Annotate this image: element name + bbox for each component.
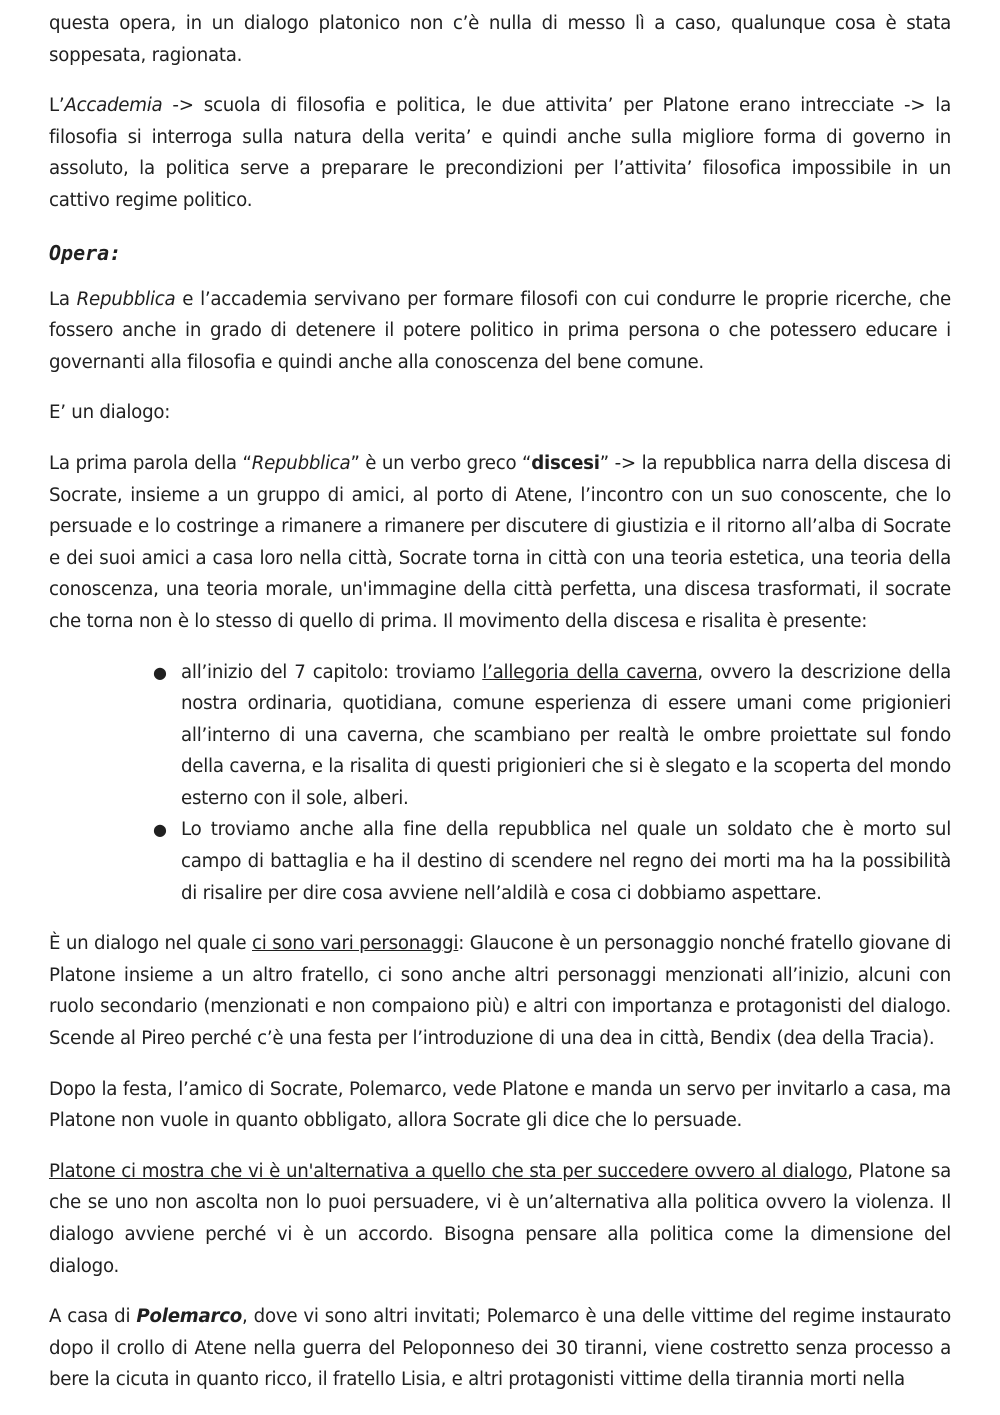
text-run: : Glaucone è un personaggio nonché fratello giovane di Platone insieme a un altro fratello, ci sono anche altri personaggi menzionati all’inizio, alcuni con ruolo secondario (menzionati e non compaiono più) e altri con importanza e protagonisti del dialogo. Scende al Pireo perché c’è una festa per l’introduzione di una dea in città, Bendix (dea della Tracia).: [49, 933, 952, 1050]
text-run: ” è un verbo greco “: [350, 452, 532, 474]
italic-term-repubblica: Repubblica: [251, 452, 351, 474]
text-run: -> scuola di filosofia e politica, le due attivita’ per Platone erano intrecciate -> la filosofia si interroga sulla natura della verita’ e quindi anche sulla migliore forma di governo in assoluto, la politica serve a preparare le precondizioni per l’attivita’ filosofica impossibile in un cattivo regime politico.: [49, 95, 951, 211]
list-item: [153, 657, 952, 815]
text-run: È un dialogo nel quale: [49, 933, 253, 955]
paragraph-dialogo-label: E’ un dialogo:: [49, 402, 171, 424]
underlined-phrase: ci sono vari personaggi: [252, 933, 459, 955]
bold-term-discesi: discesi: [531, 452, 600, 474]
paragraph-dopo-la-festa: Dopo la festa, l’amico di Socrate, Polemarco, vede Platone e manda un servo per invitarlo a casa, ma Platone non vuole in quanto obbligato, allora Socrate gli dice che lo persuade.: [49, 1078, 951, 1132]
paragraph-polemarco: [49, 1301, 951, 1396]
bullet-list: [49, 657, 951, 910]
paragraph-accademia: [49, 90, 951, 216]
paragraph-personaggi: [49, 928, 951, 1054]
text-run: A casa di: [49, 1306, 137, 1328]
paragraph-alternativa: [49, 1156, 951, 1282]
paragraph-intro-continuation: questa opera, in un dialogo platonico non c’è nulla di messo lì a caso, qualunque cosa è stata soppesata, ragionata.: [49, 13, 951, 66]
text-run: ” -> la repubblica narra della discesa di Socrate, insieme a un gruppo di amici, al porto di Atene, l’incontro con un suo conoscente, che lo persuade e lo costringe a rimanere a rimanere per discutere di giustizia e il ritorno all’alba di Socrate e dei suoi amici a casa loro nella città, Socrate torna in città con una teoria estetica, una teoria della conoscenza, una teoria morale, un'immagine della città perfetta, una discesa trasformati, il socrate che torna non è lo stesso di quello di prima. Il movimento della discesa e risalita è presente:: [49, 452, 952, 632]
underlined-phrase: Platone ci mostra che vi è un'alternativa a quello che sta per succedere ovvero al dialogo: [49, 1160, 848, 1182]
section-heading-opera: Opera:: [49, 240, 122, 265]
italic-term-repubblica: Repubblica: [76, 288, 176, 310]
bold-italic-name-polemarco: Polemarco: [136, 1306, 243, 1328]
text-run: , dove vi sono altri invitati; Polemarco è una delle vittime del regime instaurato dopo il crollo di Atene nella guerra del Peloponneso dei 30 tiranni, viene costretto senza processo a bere la cicuta in quanto ricco, il fratello Lisia, e altri protagonisti vittime della tirannia morti nella: [49, 1306, 951, 1391]
text-run: La: [49, 288, 77, 310]
text-run: , ovvero la descrizione della nostra ordinaria, quotidiana, comune esperienza di essere umani come prigionieri all’interno di una caverna, che scambiano per realtà le ombre proiettate sul fondo della caverna, e la risalita di questi prigionieri che si è slegato e la scoperta del mondo esterno con il sole, alberi.: [181, 661, 952, 809]
text-run: all’inizio del 7 capitolo: troviamo: [181, 661, 483, 683]
text-run: , Platone sa che se uno non ascolta non lo puoi persuadere, vi è un’alternativa alla politica ovvero la violenza. Il dialogo avviene perché vi è un accordo. Bisogna pensare alla politica come la dimensione del dialogo.: [49, 1160, 951, 1277]
bullet-icon: ●: [153, 662, 167, 682]
text-run: La prima parola della “: [49, 452, 252, 474]
list-item: [153, 814, 951, 909]
paragraph-prima-parola: [49, 448, 951, 638]
paragraph-repubblica-accademia: [49, 284, 951, 379]
italic-term-accademia: Accademia: [64, 95, 163, 117]
document-page: [49, 8, 951, 1415]
underlined-phrase: l’allegoria della caverna: [482, 661, 698, 683]
text-run: Lo troviamo anche alla fine della repubblica nel quale un soldato che è morto sul campo di battaglia e ha il destino di scendere nel regno dei morti ma ha la possibilità di risalire per dire cosa avviene nell’aldilà e cosa ci dobbiamo aspettare.: [181, 819, 951, 904]
text-run: e l’accademia servivano per formare filosofi con cui condurre le proprie ricerche, che fossero anche in grado di detenere il potere politico in prima persona o che potessero educare i governanti alla filosofia e quindi anche alla conoscenza del bene comune.: [49, 288, 951, 373]
bullet-icon: ●: [153, 820, 167, 840]
text-run: L’: [49, 95, 65, 117]
